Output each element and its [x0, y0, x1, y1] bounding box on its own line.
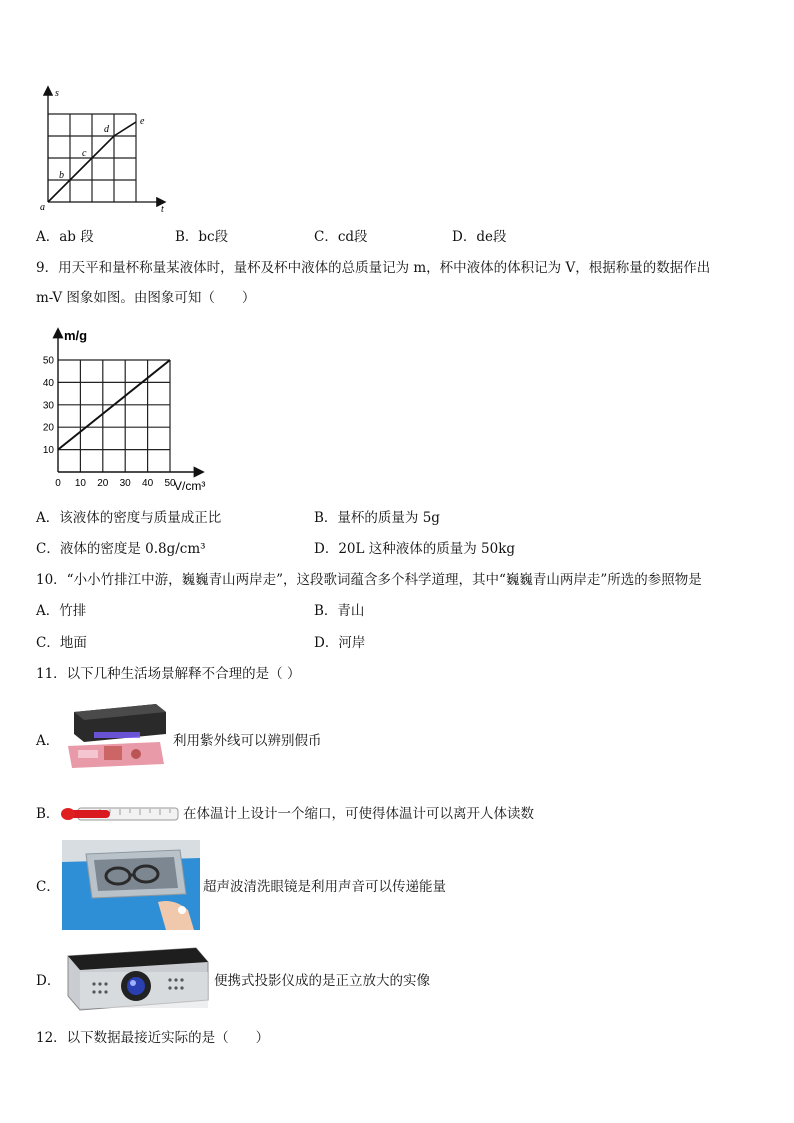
- q11-option-a-text: 利用紫外线可以辨别假币: [173, 733, 322, 749]
- q11-option-a-letter[interactable]: A．: [36, 733, 60, 749]
- mv-chart: [30, 322, 230, 494]
- q10-option-a[interactable]: A．竹排: [36, 603, 87, 619]
- mv-y-tick-20: 20: [42, 422, 54, 434]
- st-x-label: t: [161, 204, 164, 215]
- mv-y-tick-10: 10: [42, 445, 54, 457]
- q10-stem: 10．“小小竹排江中游，巍巍青山两岸走”，这段歌词蕴含多个科学道理，其中“巍巍青山两岸走”所选的参照物是: [36, 572, 702, 588]
- q11-option-c-text: 超声波清洗眼镜是利用声音可以传递能量: [203, 879, 446, 895]
- q8-option-a[interactable]: A．ab 段: [36, 229, 94, 245]
- mv-grid: [58, 360, 170, 472]
- st-y-label: s: [55, 88, 59, 99]
- mv-y-label: m/g: [64, 328, 88, 343]
- q9-option-d[interactable]: D．20L 这种液体的质量为 50kg: [314, 541, 516, 557]
- q10-option-b[interactable]: B．青山: [314, 603, 365, 619]
- mv-x-tick-10: 10: [74, 478, 86, 489]
- uv-money-detector-image: [64, 698, 170, 770]
- q11-option-d-letter[interactable]: D．: [36, 973, 61, 989]
- st-point-e: e: [140, 116, 145, 127]
- st-point-a: a: [40, 202, 45, 213]
- q8-option-d[interactable]: D．de段: [452, 229, 507, 245]
- mv-x-tick-20: 20: [97, 478, 109, 489]
- mv-x-label: V/cm³: [174, 479, 206, 493]
- q8-option-b[interactable]: B．bc段: [175, 229, 229, 245]
- portable-projector-image: [60, 942, 210, 1014]
- q8-option-c[interactable]: C．cd段: [314, 229, 368, 245]
- mv-x-tick-40: 40: [142, 478, 154, 489]
- q9-stem-line1: 9．用天平和量杯称量某液体时，量杯及杯中液体的总质量记为 m，杯中液体的体积记为 V，根据称量的数据作出: [36, 260, 711, 276]
- st-point-b: b: [59, 170, 64, 181]
- q11-option-c-letter[interactable]: C．: [36, 879, 60, 895]
- q11-stem: 11．以下几种生活场景解释不合理的是（ ）: [36, 666, 301, 682]
- q10-option-c[interactable]: C．地面: [36, 635, 87, 651]
- mv-x-tick-30: 30: [119, 478, 131, 489]
- q11-option-b-text: 在体温计上设计一个缩口，可使得体温计可以离开人体读数: [183, 806, 534, 822]
- q11-option-b-letter[interactable]: B．: [36, 806, 60, 822]
- q11-option-d-text: 便携式投影仪成的是正立放大的实像: [214, 973, 430, 989]
- mv-y-tick-40: 40: [42, 377, 54, 389]
- st-point-d: d: [104, 124, 109, 135]
- q9-option-c[interactable]: C．液体的密度是 0.8g/cm³: [36, 541, 206, 557]
- q10-option-d[interactable]: D．河岸: [314, 635, 366, 651]
- q12-stem: 12．以下数据最接近实际的是（ ）: [36, 1030, 270, 1046]
- mv-x-tick-50: 50: [164, 478, 176, 489]
- thermometer-image: [60, 805, 180, 823]
- mv-y-tick-50: 50: [42, 355, 54, 367]
- mv-y-tick-30: 30: [42, 400, 54, 412]
- st-point-c: c: [82, 148, 87, 159]
- q9-stem-line2: m-V 图象如图。由图象可知（ ）: [36, 290, 256, 306]
- q9-option-a[interactable]: A．该液体的密度与质量成正比: [36, 510, 222, 526]
- mv-x-tick-0: 0: [55, 478, 61, 489]
- st-graph: [36, 84, 176, 216]
- ultrasonic-cleaner-image: [62, 840, 200, 930]
- q9-option-b[interactable]: B．量杯的质量为 5g: [314, 510, 440, 526]
